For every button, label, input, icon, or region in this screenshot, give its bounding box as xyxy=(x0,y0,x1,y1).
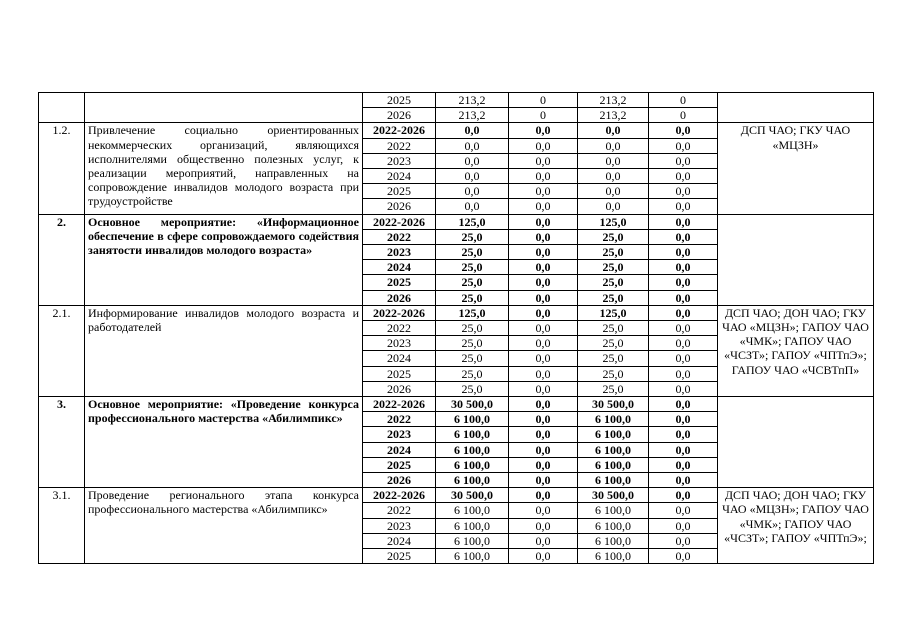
other-funding-cell: 0,0 xyxy=(649,381,718,396)
period-cell: 2023 xyxy=(363,518,436,533)
regional-funding-cell: 6 100,0 xyxy=(578,442,649,457)
federal-funding-cell: 0,0 xyxy=(509,123,578,138)
total-funding-cell: 6 100,0 xyxy=(436,503,509,518)
period-cell: 2022 xyxy=(363,229,436,244)
table-block xyxy=(39,305,874,396)
regional-funding-cell: 25,0 xyxy=(578,321,649,336)
total-funding-cell: 25,0 xyxy=(436,245,509,260)
total-funding-cell: 6 100,0 xyxy=(436,549,509,564)
federal-funding-cell: 0,0 xyxy=(509,412,578,427)
regional-funding-cell: 25,0 xyxy=(578,366,649,381)
total-funding-cell: 6 100,0 xyxy=(436,533,509,548)
total-funding-cell: 0,0 xyxy=(436,169,509,184)
regional-funding-cell: 0,0 xyxy=(578,199,649,214)
regional-funding-cell: 6 100,0 xyxy=(578,457,649,472)
activity-name: Основное мероприятие: «Информационное обеспечение в сфере сопровождаемого содействия занятости инвалидов молодого возраста» xyxy=(85,214,363,305)
regional-funding-cell: 25,0 xyxy=(578,275,649,290)
regional-funding-cell: 213,2 xyxy=(578,93,649,108)
activity-name: Информирование инвалидов молодого возраста и работодателей xyxy=(85,305,363,396)
funding-table xyxy=(38,92,874,564)
total-funding-cell: 25,0 xyxy=(436,321,509,336)
federal-funding-cell: 0,0 xyxy=(509,381,578,396)
period-cell: 2022-2026 xyxy=(363,305,436,320)
period-cell: 2023 xyxy=(363,427,436,442)
other-funding-cell: 0,0 xyxy=(649,229,718,244)
other-funding-cell: 0,0 xyxy=(649,351,718,366)
period-cell: 2026 xyxy=(363,473,436,488)
regional-funding-cell: 0,0 xyxy=(578,138,649,153)
period-cell: 2025 xyxy=(363,549,436,564)
other-funding-cell: 0,0 xyxy=(649,199,718,214)
regional-funding-cell: 25,0 xyxy=(578,381,649,396)
regional-funding-cell: 6 100,0 xyxy=(578,412,649,427)
table-row xyxy=(39,214,874,229)
federal-funding-cell: 0,0 xyxy=(509,336,578,351)
regional-funding-cell: 0,0 xyxy=(578,169,649,184)
other-funding-cell: 0,0 xyxy=(649,321,718,336)
period-cell: 2024 xyxy=(363,169,436,184)
federal-funding-cell: 0 xyxy=(509,108,578,123)
other-funding-cell: 0,0 xyxy=(649,442,718,457)
regional-funding-cell: 6 100,0 xyxy=(578,549,649,564)
other-funding-cell: 0,0 xyxy=(649,518,718,533)
total-funding-cell: 6 100,0 xyxy=(436,412,509,427)
other-funding-cell: 0 xyxy=(649,93,718,108)
total-funding-cell: 0,0 xyxy=(436,138,509,153)
other-funding-cell: 0,0 xyxy=(649,549,718,564)
item-number: 2.1. xyxy=(39,305,85,396)
federal-funding-cell: 0,0 xyxy=(509,199,578,214)
federal-funding-cell: 0,0 xyxy=(509,214,578,229)
total-funding-cell: 25,0 xyxy=(436,381,509,396)
federal-funding-cell: 0,0 xyxy=(509,153,578,168)
total-funding-cell: 25,0 xyxy=(436,229,509,244)
federal-funding-cell: 0,0 xyxy=(509,366,578,381)
total-funding-cell: 0,0 xyxy=(436,184,509,199)
executors-cell: ДСП ЧАО; ГКУ ЧАО «МЦЗН» xyxy=(718,123,874,214)
total-funding-cell: 6 100,0 xyxy=(436,427,509,442)
regional-funding-cell: 6 100,0 xyxy=(578,427,649,442)
period-cell: 2022 xyxy=(363,138,436,153)
federal-funding-cell: 0,0 xyxy=(509,503,578,518)
activity-name xyxy=(85,93,363,123)
other-funding-cell: 0,0 xyxy=(649,153,718,168)
federal-funding-cell: 0,0 xyxy=(509,138,578,153)
other-funding-cell: 0,0 xyxy=(649,412,718,427)
other-funding-cell: 0,0 xyxy=(649,427,718,442)
regional-funding-cell: 25,0 xyxy=(578,351,649,366)
regional-funding-cell: 6 100,0 xyxy=(578,473,649,488)
regional-funding-cell: 25,0 xyxy=(578,229,649,244)
federal-funding-cell: 0,0 xyxy=(509,533,578,548)
other-funding-cell: 0,0 xyxy=(649,290,718,305)
federal-funding-cell: 0,0 xyxy=(509,397,578,412)
table-row xyxy=(39,93,874,108)
federal-funding-cell: 0,0 xyxy=(509,260,578,275)
total-funding-cell: 6 100,0 xyxy=(436,473,509,488)
period-cell: 2025 xyxy=(363,93,436,108)
activity-name: Проведение регионального этапа конкурса профессионального мастерства «Абилимпикс» xyxy=(85,488,363,564)
federal-funding-cell: 0 xyxy=(509,93,578,108)
other-funding-cell: 0,0 xyxy=(649,488,718,503)
period-cell: 2026 xyxy=(363,199,436,214)
executors-cell xyxy=(718,93,874,123)
regional-funding-cell: 25,0 xyxy=(578,290,649,305)
period-cell: 2023 xyxy=(363,153,436,168)
other-funding-cell: 0,0 xyxy=(649,123,718,138)
federal-funding-cell: 0,0 xyxy=(509,169,578,184)
table-block xyxy=(39,93,874,123)
table-row xyxy=(39,305,874,320)
other-funding-cell: 0,0 xyxy=(649,305,718,320)
total-funding-cell: 0,0 xyxy=(436,153,509,168)
regional-funding-cell: 0,0 xyxy=(578,153,649,168)
item-number: 3. xyxy=(39,397,85,488)
total-funding-cell: 30 500,0 xyxy=(436,488,509,503)
other-funding-cell: 0 xyxy=(649,108,718,123)
total-funding-cell: 0,0 xyxy=(436,199,509,214)
other-funding-cell: 0,0 xyxy=(649,336,718,351)
other-funding-cell: 0,0 xyxy=(649,184,718,199)
federal-funding-cell: 0,0 xyxy=(509,518,578,533)
federal-funding-cell: 0,0 xyxy=(509,549,578,564)
other-funding-cell: 0,0 xyxy=(649,533,718,548)
regional-funding-cell: 30 500,0 xyxy=(578,488,649,503)
table-block xyxy=(39,397,874,488)
other-funding-cell: 0,0 xyxy=(649,275,718,290)
federal-funding-cell: 0,0 xyxy=(509,290,578,305)
period-cell: 2023 xyxy=(363,245,436,260)
federal-funding-cell: 0,0 xyxy=(509,427,578,442)
period-cell: 2026 xyxy=(363,108,436,123)
period-cell: 2022-2026 xyxy=(363,123,436,138)
total-funding-cell: 25,0 xyxy=(436,366,509,381)
period-cell: 2025 xyxy=(363,366,436,381)
activity-name: Основное мероприятие: «Проведение конкурса профессионального мастерства «Абилимпикс» xyxy=(85,397,363,488)
table-row xyxy=(39,397,874,412)
other-funding-cell: 0,0 xyxy=(649,138,718,153)
regional-funding-cell: 213,2 xyxy=(578,108,649,123)
total-funding-cell: 213,2 xyxy=(436,93,509,108)
executors-cell: ДСП ЧАО; ДОН ЧАО; ГКУ ЧАО «МЦЗН»; ГАПОУ ЧАО «ЧМК»; ГАПОУ ЧАО «ЧСЗТ»; ГАПОУ «ЧПТпЭ»; xyxy=(718,488,874,564)
table-block xyxy=(39,488,874,564)
total-funding-cell: 25,0 xyxy=(436,351,509,366)
federal-funding-cell: 0,0 xyxy=(509,442,578,457)
other-funding-cell: 0,0 xyxy=(649,245,718,260)
period-cell: 2024 xyxy=(363,442,436,457)
regional-funding-cell: 30 500,0 xyxy=(578,397,649,412)
federal-funding-cell: 0,0 xyxy=(509,457,578,472)
total-funding-cell: 213,2 xyxy=(436,108,509,123)
other-funding-cell: 0,0 xyxy=(649,473,718,488)
regional-funding-cell: 0,0 xyxy=(578,123,649,138)
table-block xyxy=(39,123,874,214)
item-number: 2. xyxy=(39,214,85,305)
table-row xyxy=(39,488,874,503)
regional-funding-cell: 125,0 xyxy=(578,214,649,229)
period-cell: 2026 xyxy=(363,290,436,305)
period-cell: 2024 xyxy=(363,260,436,275)
other-funding-cell: 0,0 xyxy=(649,169,718,184)
total-funding-cell: 25,0 xyxy=(436,260,509,275)
regional-funding-cell: 0,0 xyxy=(578,184,649,199)
regional-funding-cell: 25,0 xyxy=(578,260,649,275)
period-cell: 2025 xyxy=(363,457,436,472)
federal-funding-cell: 0,0 xyxy=(509,275,578,290)
total-funding-cell: 125,0 xyxy=(436,214,509,229)
period-cell: 2025 xyxy=(363,275,436,290)
regional-funding-cell: 25,0 xyxy=(578,336,649,351)
period-cell: 2025 xyxy=(363,184,436,199)
executors-cell xyxy=(718,214,874,305)
other-funding-cell: 0,0 xyxy=(649,397,718,412)
total-funding-cell: 125,0 xyxy=(436,305,509,320)
other-funding-cell: 0,0 xyxy=(649,503,718,518)
period-cell: 2024 xyxy=(363,351,436,366)
federal-funding-cell: 0,0 xyxy=(509,305,578,320)
total-funding-cell: 25,0 xyxy=(436,275,509,290)
regional-funding-cell: 6 100,0 xyxy=(578,518,649,533)
item-number: 3.1. xyxy=(39,488,85,564)
federal-funding-cell: 0,0 xyxy=(509,245,578,260)
period-cell: 2026 xyxy=(363,381,436,396)
period-cell: 2023 xyxy=(363,336,436,351)
period-cell: 2022-2026 xyxy=(363,488,436,503)
other-funding-cell: 0,0 xyxy=(649,214,718,229)
period-cell: 2022 xyxy=(363,321,436,336)
period-cell: 2022 xyxy=(363,412,436,427)
other-funding-cell: 0,0 xyxy=(649,366,718,381)
total-funding-cell: 25,0 xyxy=(436,336,509,351)
regional-funding-cell: 6 100,0 xyxy=(578,533,649,548)
period-cell: 2022-2026 xyxy=(363,397,436,412)
item-number xyxy=(39,93,85,123)
regional-funding-cell: 125,0 xyxy=(578,305,649,320)
federal-funding-cell: 0,0 xyxy=(509,321,578,336)
federal-funding-cell: 0,0 xyxy=(509,351,578,366)
executors-cell: ДСП ЧАО; ДОН ЧАО; ГКУ ЧАО «МЦЗН»; ГАПОУ ЧАО «ЧМК»; ГАПОУ ЧАО «ЧСЗТ»; ГАПОУ «ЧПТпЭ»; ГАПОУ ЧАО «ЧСВТпП» xyxy=(718,305,874,396)
period-cell: 2024 xyxy=(363,533,436,548)
regional-funding-cell: 6 100,0 xyxy=(578,503,649,518)
table-row xyxy=(39,123,874,138)
period-cell: 2022-2026 xyxy=(363,214,436,229)
other-funding-cell: 0,0 xyxy=(649,260,718,275)
period-cell: 2022 xyxy=(363,503,436,518)
total-funding-cell: 6 100,0 xyxy=(436,457,509,472)
item-number: 1.2. xyxy=(39,123,85,214)
federal-funding-cell: 0,0 xyxy=(509,488,578,503)
activity-name: Привлечение социально ориентированных некоммерческих организаций, являющихся исполнителями общественно полезных услуг, к реализации мероприятий, направленных на сопровождение инвалидов молодого возраста при трудоустройстве xyxy=(85,123,363,214)
total-funding-cell: 6 100,0 xyxy=(436,518,509,533)
executors-cell xyxy=(718,397,874,488)
regional-funding-cell: 25,0 xyxy=(578,245,649,260)
total-funding-cell: 30 500,0 xyxy=(436,397,509,412)
total-funding-cell: 6 100,0 xyxy=(436,442,509,457)
table-block xyxy=(39,214,874,305)
total-funding-cell: 0,0 xyxy=(436,123,509,138)
federal-funding-cell: 0,0 xyxy=(509,184,578,199)
federal-funding-cell: 0,0 xyxy=(509,473,578,488)
total-funding-cell: 25,0 xyxy=(436,290,509,305)
federal-funding-cell: 0,0 xyxy=(509,229,578,244)
other-funding-cell: 0,0 xyxy=(649,457,718,472)
